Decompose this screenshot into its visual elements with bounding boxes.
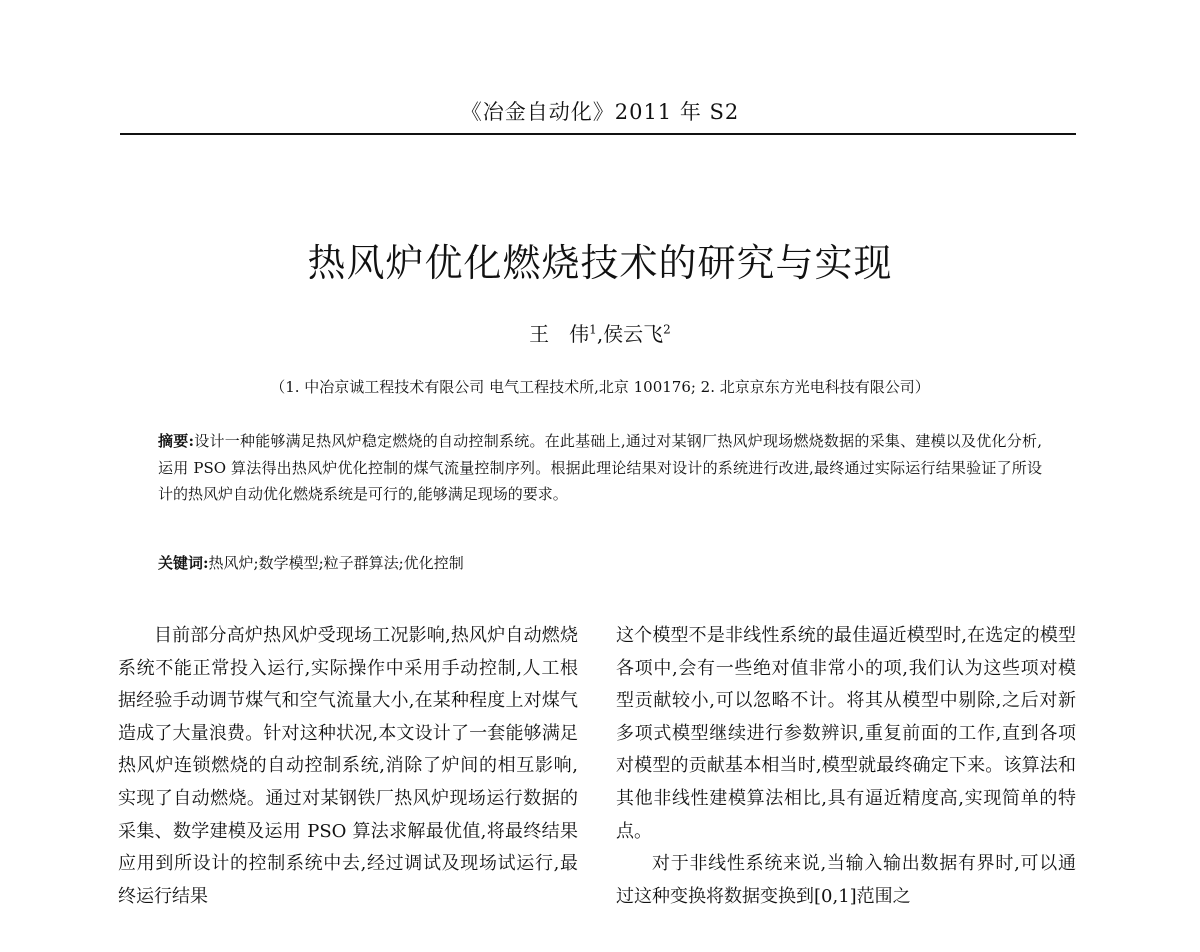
body-right-column (616, 620, 1076, 913)
header-rule (120, 133, 1076, 135)
author-line (0, 318, 1200, 347)
keywords (158, 550, 1042, 576)
affiliation: （1. 中冶京诚工程技术有限公司 电气工程技术所,北京 100176; 2. 北京京东方光电科技有限公司） (270, 378, 930, 396)
keywords-label: 关键词: (158, 554, 209, 572)
abstract-label: 摘要: (158, 432, 195, 450)
author-name: 侯云飞 (603, 322, 664, 346)
body-left-column (118, 620, 578, 913)
body-paragraph: 目前部分高炉热风炉受现场工况影响,热风炉自动燃烧系统不能正常投入运行,实际操作中采用手动控制,人工根据经验手动调节煤气和空气流量大小,在某种程度上对煤气造成了大量浪费。针对这种状况,本文设计了一套能够满足热风炉连锁燃烧的自动控制系统,消除了炉间的相互影响,实现了自动燃烧。通过对某钢铁厂热风炉现场运行数据的采集、数学建模及运用 PSO 算法求解最优值,将最终结果应用到所设计的控制系统中去,经过调试及现场试运行,最终运行结果 (118, 625, 578, 907)
body-paragraph: 对于非线性系统来说,当输入输出数据有界时,可以通过这种变换将数据变换到[0,1]范围之 (616, 853, 1076, 907)
author-separator: , (596, 322, 604, 346)
paper-title: 热风炉优化燃烧技术的研究与实现 (307, 241, 893, 285)
journal-header: 《冶金自动化》2011 年 S2 (460, 100, 740, 124)
author-affiliation-mark: 1 (589, 322, 597, 337)
keywords-text: 热风炉;数学模型;粒子群算法;优化控制 (208, 554, 464, 572)
abstract (158, 428, 1042, 508)
author-affiliation-mark: 2 (663, 322, 671, 337)
body-paragraph: 这个模型不是非线性系统的最佳逼近模型时,在选定的模型各项中,会有一些绝对值非常小的项,我们认为这些项对模型贡献较小,可以忽略不计。将其从模型中剔除,之后对新多项式模型继续进行参数辨识,重复前面的工作,直到各项对模型的贡献基本相当时,模型就最终确定下来。该算法和其他非线性建模算法相比,具有逼近精度高,实现简单的特点。 (616, 625, 1076, 842)
author-name: 王 伟 (529, 322, 590, 346)
abstract-text: 设计一种能够满足热风炉稳定燃烧的自动控制系统。在此基础上,通过对某钢厂热风炉现场燃烧数据的采集、建模以及优化分析,运用 PSO 算法得出热风炉优化控制的煤气流量控制序列。根据此理论结果对设计的系统进行改进,最终通过实际运行结果验证了所设计的热风炉自动优化燃烧系统是可行的,能够满足现场的要求。 (158, 432, 1042, 503)
